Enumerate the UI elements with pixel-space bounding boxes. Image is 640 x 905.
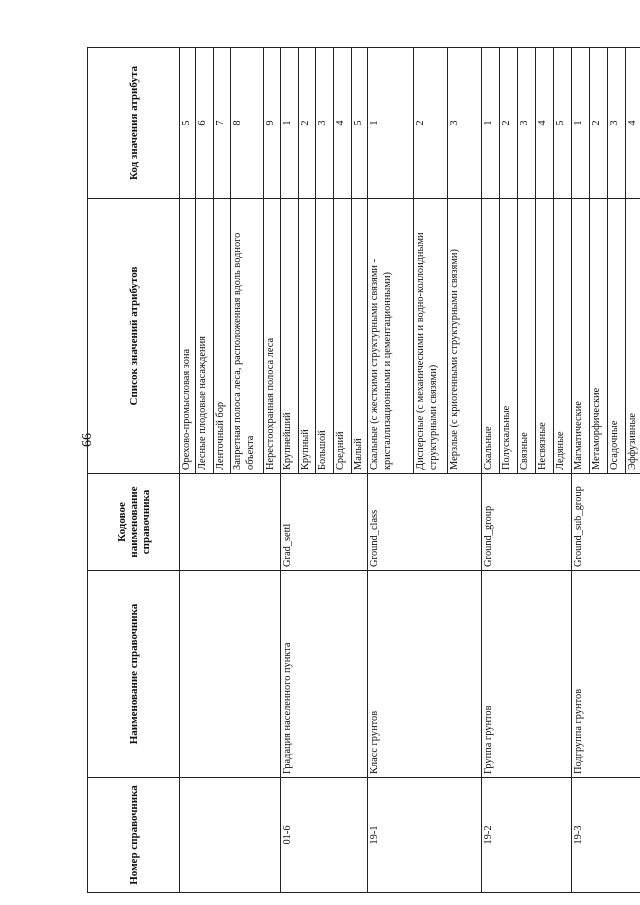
value-cell: Средний <box>334 199 352 474</box>
code-cell: 2 <box>299 48 316 199</box>
header-values-list: Список значений атрибутов <box>88 199 180 474</box>
coded-name-cell <box>180 474 281 571</box>
code-cell: 2 <box>500 48 518 199</box>
number-cell: 19-3 <box>572 778 640 893</box>
table-row <box>281 48 299 893</box>
number-cell <box>180 778 281 893</box>
value-cell: Ледяные <box>554 199 572 474</box>
table-row <box>180 48 196 893</box>
code-cell: 5 <box>554 48 572 199</box>
coded-name-cell: Grad_settl <box>281 474 368 571</box>
code-cell: 3 <box>448 48 482 199</box>
code-cell: 8 <box>231 48 264 199</box>
value-cell: Крупнейший <box>281 199 299 474</box>
value-cell: Полускальные <box>500 199 518 474</box>
header-number: Номер справочника <box>88 778 180 893</box>
name-cell: Градация населенного пункта <box>281 571 368 778</box>
code-cell: 3 <box>518 48 536 199</box>
value-cell: Ленточный бор <box>214 199 231 474</box>
table-row <box>572 48 590 893</box>
header-coded-name: Кодовое наименование справочника <box>88 474 180 571</box>
code-cell: 5 <box>180 48 196 199</box>
number-cell: 19-2 <box>482 778 572 893</box>
table-row <box>482 48 500 893</box>
value-cell: Скальные <box>482 199 500 474</box>
code-cell: 4 <box>536 48 554 199</box>
table-row <box>368 48 414 893</box>
reference-table <box>87 47 640 893</box>
code-cell: 9 <box>264 48 281 199</box>
value-cell: Скальные (с жесткими структурными связями - кристаллизационными и цементационными) <box>368 199 414 474</box>
value-cell: Лесные плодовые насаждения <box>196 199 214 474</box>
number-cell: 01-6 <box>281 778 368 893</box>
value-cell: Эффузивные <box>626 199 640 474</box>
code-cell: 6 <box>196 48 214 199</box>
page-number: 66 <box>80 433 95 447</box>
value-cell: Осадочные <box>608 199 626 474</box>
value-cell: Крупный <box>299 199 316 474</box>
code-cell: 3 <box>608 48 626 199</box>
table-header-row <box>88 48 180 893</box>
value-cell: Магматические <box>572 199 590 474</box>
code-cell: 7 <box>214 48 231 199</box>
name-cell: Класс грунтов <box>368 571 482 778</box>
header-attr-code: Код значения атрибута <box>88 48 180 199</box>
value-cell: Метаморфические <box>590 199 608 474</box>
code-cell: 1 <box>281 48 299 199</box>
value-cell: Связные <box>518 199 536 474</box>
code-cell: 1 <box>572 48 590 199</box>
coded-name-cell: Ground_group <box>482 474 572 571</box>
value-cell: Запретная полоса леса, расположенная вдоль водного объекта <box>231 199 264 474</box>
name-cell: Группа грунтов <box>482 571 572 778</box>
coded-name-cell: Ground_class <box>368 474 482 571</box>
code-cell: 1 <box>482 48 500 199</box>
header-name: Наименование справочника <box>88 571 180 778</box>
code-cell: 4 <box>334 48 352 199</box>
code-cell: 4 <box>626 48 640 199</box>
number-cell: 19-1 <box>368 778 482 893</box>
name-cell: Подгруппа грунтов <box>572 571 640 778</box>
value-cell: Малый <box>352 199 368 474</box>
code-cell: 2 <box>414 48 448 199</box>
code-cell: 1 <box>368 48 414 199</box>
code-cell: 3 <box>316 48 334 199</box>
value-cell: Орехово-промысловая зона <box>180 199 196 474</box>
code-cell: 5 <box>352 48 368 199</box>
value-cell: Дисперсные (с механическими и водно-коллоидными структурными связями) <box>414 199 448 474</box>
code-cell: 2 <box>590 48 608 199</box>
name-cell <box>180 571 281 778</box>
value-cell: Большой <box>316 199 334 474</box>
value-cell: Несвязные <box>536 199 554 474</box>
value-cell: Нерестоохранная полоса леса <box>264 199 281 474</box>
coded-name-cell: Ground_sub_group <box>572 474 640 571</box>
value-cell: Мерзлые (с криогенными структурными связями) <box>448 199 482 474</box>
rotated-page-content <box>87 48 638 893</box>
